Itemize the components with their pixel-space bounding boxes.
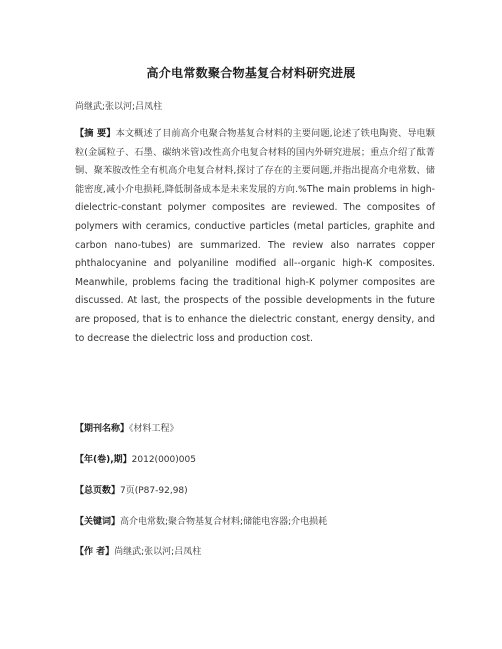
page-count-label: 【总页数】 [75, 486, 121, 496]
abstract-english-text: The main problems in high-dielectric-constant polymer composites are reviewed. The composites of polymers with ceramics, conductive particles (metal particles, graphite and carbon nano-tubes) are summarized. The review also narrates copper phthalocyanine and polyaniline modified all--organic high-K composites. Meanwhile, problems facing the traditional high-K polymer composites are discussed. At last, the prospects of the possible developments in the future are proposed, that is to enhance the dielectric constant, energy density, and to decrease the dielectric loss and production cost. [75, 183, 435, 344]
volume-issue-field [75, 452, 196, 465]
abstract-paragraph [75, 125, 435, 348]
author-field [75, 544, 201, 557]
journal-name-label: 【期刊名称】 [75, 424, 130, 434]
page-count-value: 7页(P87-92,98) [120, 486, 188, 496]
journal-name-field [75, 421, 179, 434]
paper-authors: 尚继武;张以河;吕凤柱 [75, 102, 163, 112]
volume-issue-value: 2012(000)005 [131, 455, 196, 465]
abstract-chinese-text: 本文概述了目前高介电聚合物基复合材料的主要问题,论述了铁电陶瓷、导电颗粒(金属粒子、石墨、碳纳米管)改性高介电复合材料的国内外研究进展；重点介绍了酞菁铜、聚苯胺改性全有机高介电复合材料,探讨了存在的主要问题,并指出提高介电常数、储能密度,减小介电损耗,降低制备成本是未来发展的方向.% [75, 128, 435, 195]
keywords-label: 【关键词】 [75, 517, 121, 527]
keywords-value: 高介电常数;聚合物基复合材料;储能电容器;介电损耗 [120, 517, 328, 527]
volume-issue-label: 【年(卷),期】 [75, 455, 132, 465]
author-value: 尚继武;张以河;吕凤柱 [114, 547, 202, 557]
paper-title: 高介电常数聚合物基复合材料研究进展 [146, 66, 356, 80]
journal-name-value: 《材料工程》 [129, 424, 179, 434]
author-label: 【作 者】 [75, 547, 115, 557]
abstract-label: 【摘 要】 [75, 128, 116, 139]
page-count-field [75, 483, 188, 496]
keywords-field [75, 514, 327, 527]
